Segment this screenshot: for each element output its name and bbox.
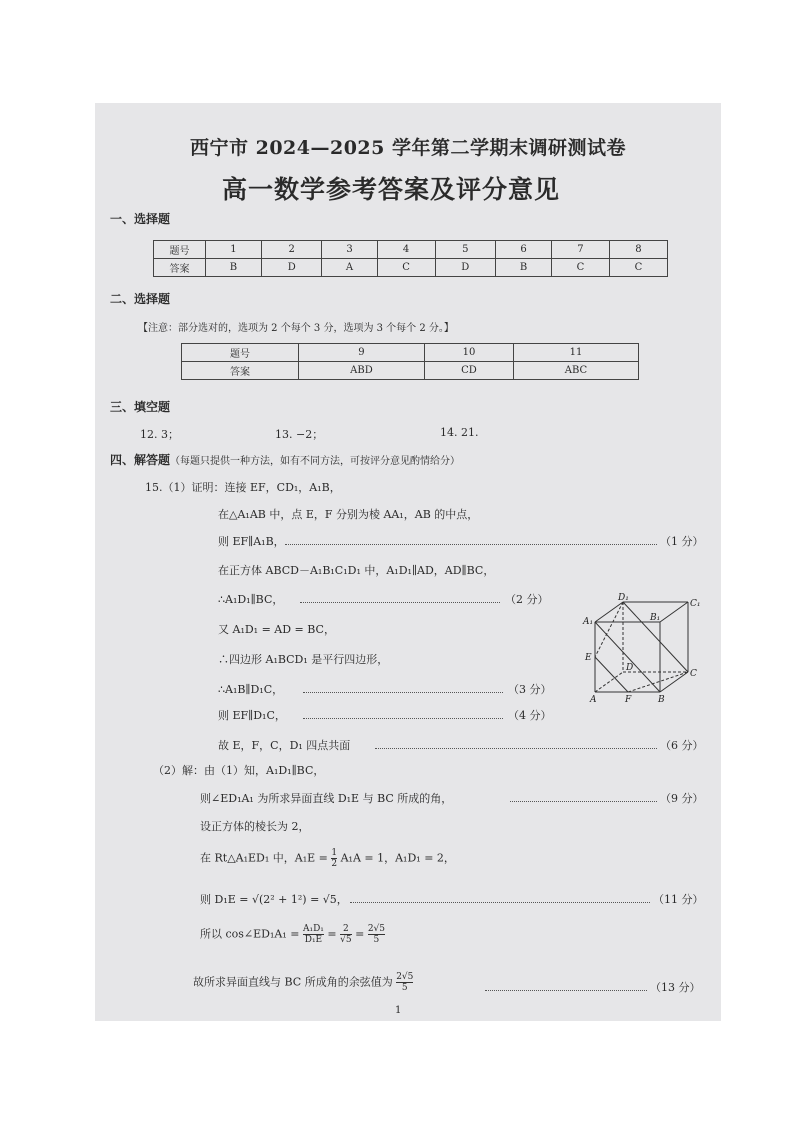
table-cell: 8: [609, 241, 667, 259]
fraction-numerator: 2: [340, 924, 351, 935]
table-cell: 2: [261, 241, 321, 259]
cube-edges: [595, 602, 688, 692]
table-cell: 9: [299, 344, 425, 362]
table-cell: 5: [435, 241, 495, 259]
table-cell: D: [261, 259, 321, 277]
solution-text: 所以 cos∠ED₁A₁ =: [200, 927, 300, 941]
dot-leader: [303, 718, 503, 719]
vertex-label-c1: C₁: [690, 599, 700, 609]
table-cell: B: [206, 259, 262, 277]
row-label: 答案: [154, 259, 206, 277]
dot-leader: [485, 990, 647, 991]
fraction-numerator: A₁D₁: [302, 924, 324, 934]
page-title: 高一数学参考答案及评分意见: [222, 175, 561, 204]
fraction: [303, 924, 324, 945]
score-marker: （13 分）: [650, 981, 701, 994]
solution-line: 则∠ED₁A₁ 为所求异面直线 D₁E 与 BC 所成的角，: [200, 792, 453, 805]
table-cell: C: [551, 259, 609, 277]
edge-bc: [660, 672, 688, 692]
fraction-denominator: 5: [401, 983, 408, 993]
answer-table-2: [181, 343, 639, 380]
solution-line: [193, 972, 413, 993]
vertex-label-d1: D₁: [618, 593, 629, 603]
fraction-denominator: 5: [373, 935, 380, 945]
solution-line: 则 EF∥D₁C，: [218, 709, 286, 722]
table-cell: 7: [551, 241, 609, 259]
table-cell: 3: [322, 241, 377, 259]
score-marker: （9 分）: [660, 792, 704, 805]
table-cell: B: [496, 259, 552, 277]
fraction-denominator: 2: [331, 859, 338, 869]
score-marker: （11 分）: [653, 893, 704, 906]
score-marker: （6 分）: [660, 739, 704, 752]
solution-text: A₁A = 1，A₁D₁ = 2，: [340, 851, 455, 865]
table-row: [182, 344, 639, 362]
score-marker: （1 分）: [660, 535, 704, 548]
vertex-label-a1: A₁: [583, 617, 594, 627]
cube-diagram: [580, 590, 700, 705]
score-marker: （3 分）: [508, 683, 552, 696]
table-cell: A: [322, 259, 377, 277]
fill-answer-13: 13. −2；: [275, 428, 324, 441]
vertex-label-e: E: [585, 653, 592, 663]
section-heading: 二、选择题: [110, 292, 171, 306]
edge-b1c1: [660, 602, 688, 622]
dot-leader: [375, 748, 657, 749]
table-cell: C: [609, 259, 667, 277]
fill-answer-14: 14. 21.: [440, 426, 479, 439]
dot-leader: [285, 544, 657, 545]
solution-text: 在 Rt△A₁ED₁ 中，A₁E =: [200, 851, 328, 865]
vertex-label-b1: B₁: [650, 613, 661, 623]
section-heading-note: （每题只提供一种方法，如有不同方法，可按评分意见酌情给分）: [170, 456, 461, 467]
solution-line: ∴A₁B∥D₁C，: [218, 683, 284, 696]
vertex-label-d: D: [626, 663, 634, 673]
vertex-label-c: C: [690, 669, 697, 679]
vertex-label-b: B: [658, 695, 665, 705]
table-cell: ABD: [299, 362, 425, 380]
edge-a1d1: [595, 602, 623, 622]
solution-line: 在△A₁AB 中，点 E，F 分别为棱 AA₁，AB 的中点，: [218, 508, 479, 521]
line-fc: [628, 672, 688, 692]
exam-title: 西宁市 2024—2025 学年第二学期末调研测试卷: [190, 137, 626, 159]
table-row: [154, 241, 668, 259]
fraction-denominator: D₁E: [304, 935, 323, 945]
score-marker: （4 分）: [508, 709, 552, 722]
table-row: [182, 362, 639, 380]
table-cell: 4: [377, 241, 435, 259]
table-cell: D: [435, 259, 495, 277]
solution-line: 设正方体的棱长为 2，: [200, 820, 310, 833]
page-number: 1: [395, 1005, 402, 1016]
equals-sign: =: [355, 927, 365, 941]
solution-line: 故 E，F，C，D₁ 四点共面: [218, 739, 351, 752]
solution-line: [200, 848, 455, 869]
fraction: [368, 924, 385, 945]
section-heading: [110, 451, 460, 468]
solution-line: 15.（1）证明：连接 EF，CD₁，A₁B，: [145, 481, 341, 494]
solution-line: ∴四边形 A₁BCD₁ 是平行四边形，: [218, 653, 389, 666]
vertex-label-a: A: [590, 695, 597, 705]
section-heading-label: 四、解答题: [110, 453, 171, 467]
answer-table-1: [153, 240, 668, 277]
fraction-denominator: √5: [340, 935, 352, 945]
fill-answer-12: 12. 3；: [140, 428, 179, 441]
fraction-numerator: 2√5: [367, 924, 385, 934]
table-row: [154, 259, 668, 277]
vertex-label-f: F: [625, 695, 632, 705]
dot-leader: [510, 801, 657, 802]
table-cell: C: [377, 259, 435, 277]
section-heading: 一、选择题: [110, 212, 171, 226]
solution-line: 则 EF∥A₁B，: [218, 535, 285, 548]
fraction: [331, 848, 337, 869]
section-heading: 三、填空题: [110, 400, 171, 414]
table-cell: 11: [513, 344, 638, 362]
solution-line: （2）解：由（1）知，A₁D₁∥BC，: [153, 764, 325, 777]
dot-leader: [350, 902, 650, 903]
table-cell: 10: [424, 344, 513, 362]
solution-line: [200, 924, 385, 945]
line-d1e: [595, 602, 623, 657]
dot-leader: [303, 692, 503, 693]
fraction-numerator: 2√5: [396, 972, 414, 982]
table-cell: 6: [496, 241, 552, 259]
table-cell: ABC: [513, 362, 638, 380]
dot-leader: [300, 602, 500, 603]
line-a1b: [595, 622, 660, 692]
row-label: 答案: [182, 362, 299, 380]
fraction: [340, 924, 351, 945]
equals-sign: =: [327, 927, 337, 941]
solution-line: 则 D₁E = √(2² + 1²) = √5，: [200, 893, 348, 906]
table-cell: CD: [424, 362, 513, 380]
solution-line: ∴A₁D₁∥BC，: [218, 593, 284, 606]
fraction: [396, 972, 413, 993]
solution-line: 又 A₁D₁ = AD = BC，: [218, 623, 335, 636]
solution-text: 故所求异面直线与 BC 所成角的余弦值为: [193, 975, 393, 989]
scoring-note: 【注意：部分选对的，选项为 2 个每个 3 分，选项为 3 个每个 2 分。】: [138, 323, 454, 334]
score-marker: （2 分）: [505, 593, 549, 606]
row-label: 题号: [182, 344, 299, 362]
table-cell: 1: [206, 241, 262, 259]
row-label: 题号: [154, 241, 206, 259]
fraction-numerator: 1: [331, 848, 338, 858]
solution-line: 在正方体 ABCD－A₁B₁C₁D₁ 中，A₁D₁∥AD，AD∥BC，: [218, 564, 495, 577]
